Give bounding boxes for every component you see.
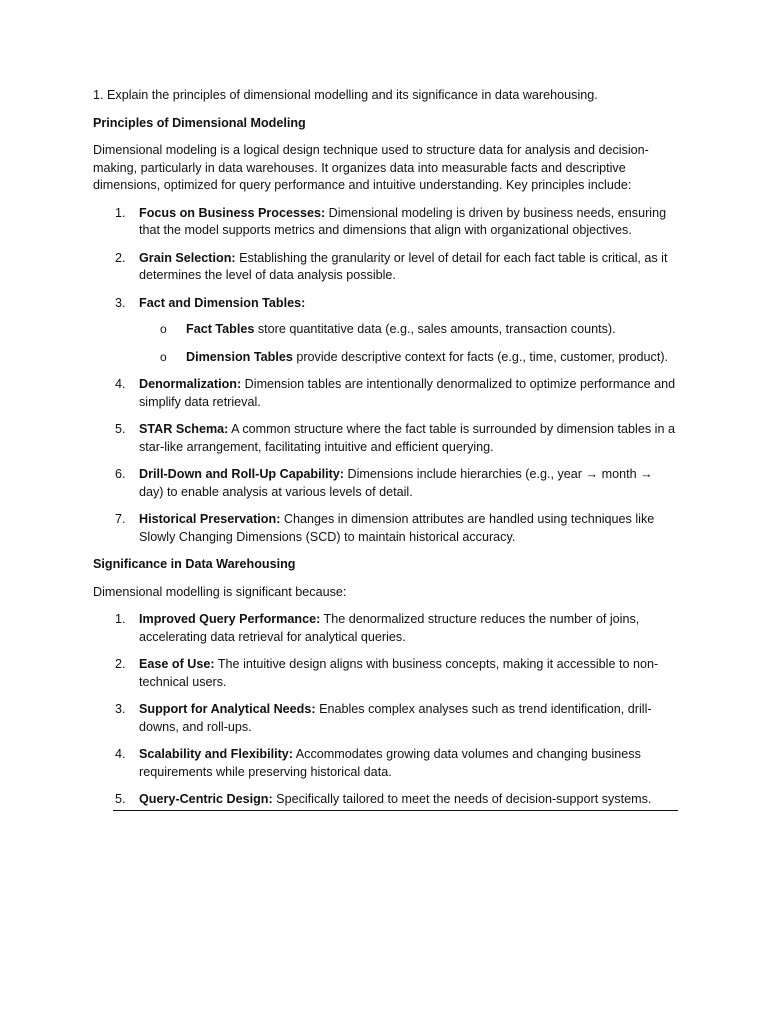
- item-term: Ease of Use:: [139, 657, 215, 671]
- item-term: Grain Selection:: [139, 250, 236, 265]
- list-item: [93, 466, 678, 501]
- item-text: Dimensional modeling is driven by business needs, ensuring that the model supports metrics and dimensions that align with organizational objectives.: [139, 205, 667, 237]
- item-number: 5.: [115, 422, 126, 436]
- list-item: [93, 205, 678, 240]
- list-item: [93, 701, 678, 736]
- list-item: [93, 250, 678, 285]
- item-text: Dimensions include hierarchies (e.g., year → month → day) to enable analysis at various levels of detail.: [139, 467, 653, 499]
- list-item: [113, 791, 678, 811]
- item-text: Establishing the granularity or level of detail for each fact table is critical, as it determines the level of data analysis possible.: [139, 250, 668, 282]
- item-term: Denormalization:: [139, 377, 242, 391]
- item-number: 1.: [115, 205, 126, 220]
- sub-list-item: [139, 349, 678, 367]
- principles-list: [93, 205, 678, 547]
- item-number: 3.: [115, 295, 126, 310]
- item-text: The intuitive design aligns with business concepts, making it accessible to non-technical users.: [139, 657, 659, 689]
- list-item: [93, 656, 678, 691]
- item-term: Scalability and Flexibility:: [139, 747, 293, 761]
- principles-intro: Dimensional modeling is a logical design technique used to structure data for analysis and decision-making, particularly in data warehouses. It organizes data into measurable facts and descriptive dimensions, optimized for query performance and intuitive understanding. Key principles include:: [93, 143, 649, 192]
- question-text: 1. Explain the principles of dimensional modelling and its significance in data warehousing.: [93, 88, 598, 102]
- significance-list: [93, 611, 678, 811]
- document-body: [93, 87, 678, 821]
- sub-item-text: store quantitative data (e.g., sales amounts, transaction counts).: [254, 322, 616, 336]
- significance-heading: Significance in Data Warehousing: [93, 557, 296, 571]
- list-item: [93, 295, 678, 367]
- item-text: Accommodates growing data volumes and changing business requirements while preserving historical data.: [139, 747, 641, 779]
- item-term: STAR Schema:: [139, 422, 229, 436]
- list-item: [93, 376, 678, 411]
- item-term: Improved Query Performance:: [139, 612, 321, 626]
- principles-heading: Principles of Dimensional Modeling: [93, 115, 306, 130]
- item-text: Specifically tailored to meet the needs of decision-support systems.: [272, 792, 652, 806]
- sub-item-term: Dimension Tables: [186, 349, 293, 364]
- significance-intro: Dimensional modelling is significant because:: [93, 584, 347, 599]
- sub-item-term: Fact Tables: [186, 322, 255, 336]
- item-term: Focus on Business Processes:: [139, 205, 326, 220]
- item-text: A common structure where the fact table is surrounded by dimension tables in a star-like arrangement, facilitating intuitive and efficient querying.: [139, 422, 675, 454]
- list-item: [93, 746, 678, 781]
- item-number: 4.: [115, 747, 126, 761]
- item-number: 5.: [115, 792, 126, 806]
- list-item: [93, 611, 678, 646]
- bullet-icon: o: [160, 322, 167, 336]
- item-number: 4.: [115, 377, 126, 391]
- item-text: Dimension tables are intentionally denormalized to optimize performance and simplify data retrieval.: [139, 377, 676, 409]
- item-number: 2.: [115, 657, 126, 671]
- item-number: 7.: [115, 512, 126, 526]
- item-number: 2.: [115, 250, 126, 265]
- item-term: Historical Preservation:: [139, 512, 281, 526]
- list-item: [93, 511, 678, 546]
- sub-item-text: provide descriptive context for facts (e.g., time, customer, product).: [292, 349, 669, 364]
- bullet-icon: o: [160, 349, 167, 364]
- sub-list-item: [139, 321, 678, 339]
- item-number: 6.: [115, 467, 126, 481]
- list-item: [93, 421, 678, 456]
- sub-list: [139, 321, 678, 366]
- item-number: 1.: [115, 612, 126, 626]
- item-text: The denormalized structure reduces the number of joins, accelerating data retrieval for analytical queries.: [139, 612, 640, 644]
- item-text: Enables complex analyses such as trend identification, drill-downs, and roll-ups.: [139, 702, 652, 734]
- item-term: Support for Analytical Needs:: [139, 702, 316, 716]
- item-term: Fact and Dimension Tables:: [139, 295, 306, 310]
- item-number: 3.: [115, 702, 126, 716]
- item-term: Query-Centric Design:: [139, 792, 273, 806]
- item-term: Drill-Down and Roll-Up Capability:: [139, 467, 344, 481]
- item-text: Changes in dimension attributes are handled using techniques like Slowly Changing Dimensions (SCD) to maintain historical accuracy.: [139, 512, 655, 544]
